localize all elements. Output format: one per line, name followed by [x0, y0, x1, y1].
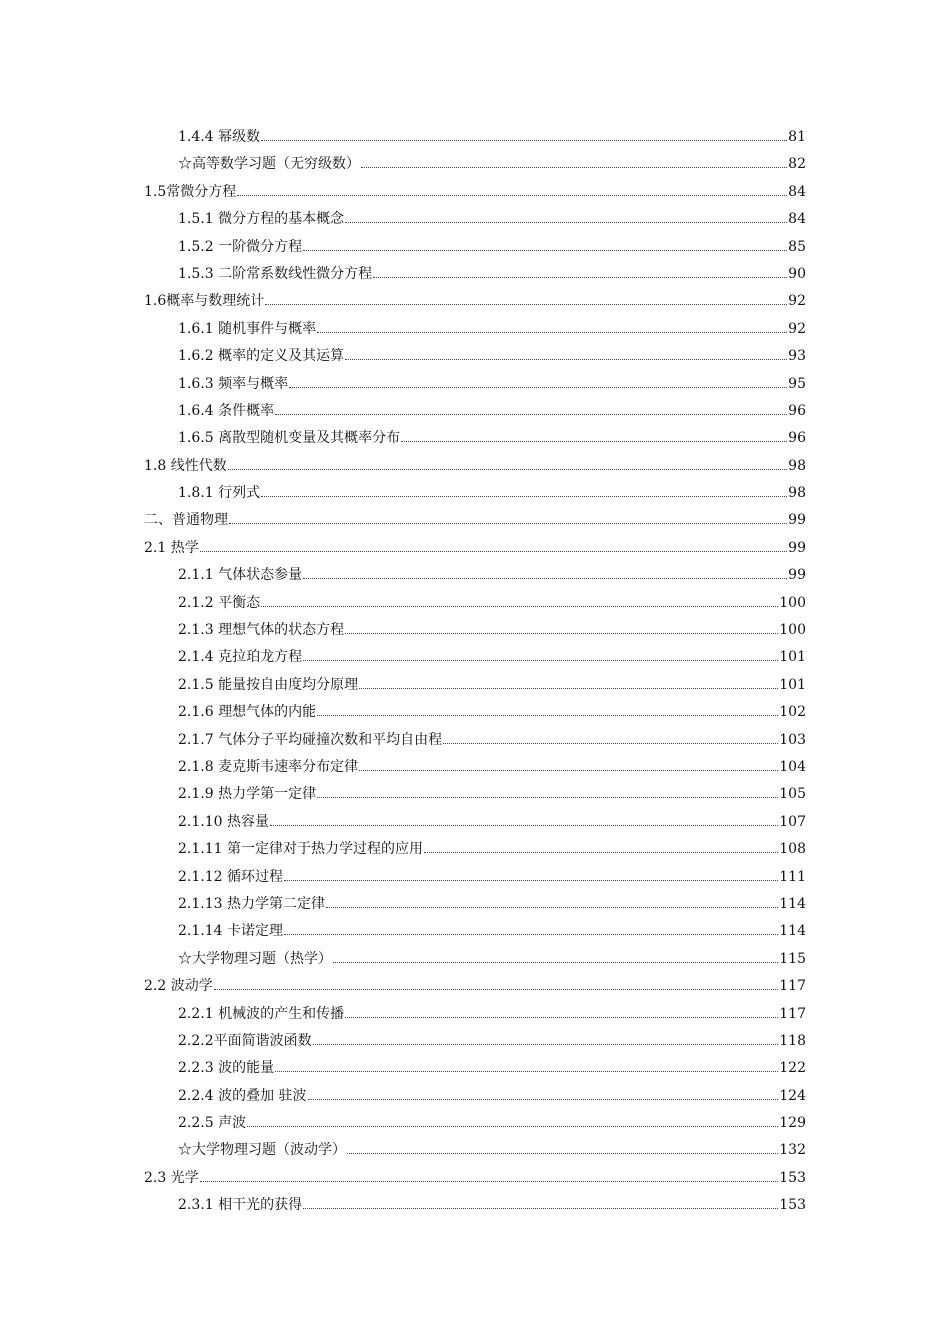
toc-entry-title: 2.1.10 热容量: [178, 813, 269, 830]
toc-entry[interactable]: [144, 781, 806, 808]
toc-entry-page-number: 102: [779, 704, 806, 721]
toc-entry[interactable]: [144, 151, 806, 178]
toc-entry[interactable]: [144, 288, 806, 315]
toc-entry[interactable]: [144, 617, 806, 644]
toc-entry-page-number: 99: [788, 567, 806, 584]
toc-entry-title: ☆高等数学习题（无穷级数）: [178, 156, 360, 173]
toc-entry-page-number: 96: [788, 430, 806, 447]
toc-entry-title: 2.1.8 麦克斯韦速率分布定律: [178, 758, 359, 775]
dot-leader: [237, 195, 787, 196]
toc-entry[interactable]: [144, 316, 806, 343]
toc-entry[interactable]: [144, 179, 806, 206]
toc-entry[interactable]: [144, 398, 806, 425]
dot-leader: [284, 934, 778, 935]
toc-entry-page-number: 85: [788, 238, 806, 255]
toc-entry[interactable]: [144, 535, 806, 562]
toc-entry-page-number: 115: [779, 950, 806, 967]
dot-leader: [443, 743, 778, 744]
toc-entry-page-number: 111: [779, 868, 806, 885]
dot-leader: [261, 140, 787, 141]
dot-leader: [345, 633, 778, 634]
toc-entry[interactable]: [144, 754, 806, 781]
dot-leader: [333, 962, 778, 963]
toc-entry[interactable]: [144, 1110, 806, 1137]
toc-entry-title: 1.6.3 频率与概率: [178, 375, 289, 392]
toc-entry[interactable]: [144, 371, 806, 398]
toc-entry-title: 2.2 波动学: [144, 978, 213, 995]
toc-entry-title: 1.8 线性代数: [144, 457, 227, 474]
dot-leader: [303, 578, 787, 579]
toc-entry-page-number: 103: [779, 731, 806, 748]
toc-entry-page-number: 118: [779, 1032, 806, 1049]
toc-entry-title: 2.1.7 气体分子平均碰撞次数和平均自由程: [178, 731, 443, 748]
toc-entry-page-number: 105: [779, 786, 806, 803]
toc-entry[interactable]: [144, 973, 806, 1000]
toc-entry-title: 1.6.5 离散型随机变量及其概率分布: [178, 430, 401, 447]
dot-leader: [289, 387, 787, 388]
toc-entry-title: 1.5.1 微分方程的基本概念: [178, 211, 345, 228]
table-of-contents: [144, 124, 806, 1220]
toc-entry-title: 2.1.11 第一定律对于热力学过程的应用: [178, 841, 423, 858]
toc-entry-page-number: 96: [788, 402, 806, 419]
toc-entry-page-number: 129: [779, 1115, 806, 1132]
toc-entry-page-number: 100: [779, 622, 806, 639]
toc-entry-title: 2.2.3 波的能量: [178, 1060, 275, 1077]
dot-leader: [326, 907, 778, 908]
toc-entry-title: 2.1.9 热力学第一定律: [178, 786, 317, 803]
dot-leader: [284, 880, 778, 881]
dot-leader: [303, 1208, 778, 1209]
dot-leader: [200, 1181, 779, 1182]
toc-entry-page-number: 153: [779, 1197, 806, 1214]
toc-entry[interactable]: [144, 124, 806, 151]
toc-entry[interactable]: [144, 343, 806, 370]
toc-entry-page-number: 98: [788, 457, 806, 474]
toc-entry[interactable]: [144, 562, 806, 589]
dot-leader: [228, 469, 787, 470]
toc-entry[interactable]: [144, 946, 806, 973]
toc-entry-page-number: 84: [788, 183, 806, 200]
toc-entry-title: 1.4.4 幂级数: [178, 129, 261, 145]
toc-entry-title: 1.6.1 随机事件与概率: [178, 320, 317, 337]
toc-entry-page-number: 93: [788, 348, 806, 365]
toc-entry[interactable]: [144, 699, 806, 726]
toc-entry[interactable]: [144, 918, 806, 945]
toc-entry[interactable]: [144, 1028, 806, 1055]
toc-entry-title: 2.3.1 相干光的获得: [178, 1197, 303, 1214]
toc-entry-page-number: 101: [779, 676, 806, 693]
toc-entry[interactable]: [144, 1192, 806, 1219]
toc-entry[interactable]: [144, 809, 806, 836]
dot-leader: [229, 523, 787, 524]
toc-entry-page-number: 98: [788, 485, 806, 502]
toc-entry-page-number: 90: [788, 265, 806, 282]
dot-leader: [317, 332, 787, 333]
dot-leader: [247, 1126, 778, 1127]
toc-entry-title: ☆大学物理习题（热学）: [178, 950, 332, 967]
toc-entry[interactable]: [144, 507, 806, 534]
toc-entry[interactable]: [144, 891, 806, 918]
dot-leader: [308, 1099, 779, 1100]
dot-leader: [214, 989, 779, 990]
toc-entry[interactable]: [144, 1165, 806, 1192]
toc-entry-page-number: 95: [788, 375, 806, 392]
toc-entry[interactable]: [144, 453, 806, 480]
toc-entry-page-number: 92: [788, 320, 806, 337]
dot-leader: [303, 250, 787, 251]
toc-entry-title: 2.1.3 理想气体的状态方程: [178, 622, 345, 639]
toc-entry-page-number: 100: [779, 594, 806, 611]
toc-entry-page-number: 117: [779, 978, 806, 995]
toc-entry-title: 1.6.2 概率的定义及其运算: [178, 348, 345, 365]
dot-leader: [345, 359, 787, 360]
toc-entry-title: 2.1.6 理想气体的内能: [178, 704, 317, 721]
toc-entry[interactable]: [144, 1055, 806, 1082]
dot-leader: [359, 688, 778, 689]
dot-leader: [373, 277, 787, 278]
dot-leader: [261, 606, 778, 607]
toc-entry-title: 1.6概率与数理统计: [144, 293, 265, 310]
dot-leader: [200, 551, 787, 552]
dot-leader: [345, 222, 787, 223]
toc-entry[interactable]: [144, 234, 806, 261]
toc-entry-page-number: 108: [779, 841, 806, 858]
toc-entry[interactable]: [144, 480, 806, 507]
toc-entry-title: 2.2.1 机械波的产生和传播: [178, 1005, 345, 1022]
toc-entry[interactable]: [144, 1083, 806, 1110]
toc-entry[interactable]: [144, 672, 806, 699]
toc-entry-page-number: 81: [788, 129, 806, 145]
toc-entry-page-number: 132: [779, 1142, 806, 1159]
dot-leader: [261, 496, 787, 497]
toc-entry[interactable]: [144, 1001, 806, 1028]
toc-entry-page-number: 104: [779, 758, 806, 775]
toc-entry-page-number: 114: [779, 923, 806, 940]
toc-entry-page-number: 117: [779, 1005, 806, 1022]
toc-entry-page-number: 153: [779, 1169, 806, 1186]
dot-leader: [270, 825, 778, 826]
toc-entry-page-number: 82: [788, 156, 806, 173]
toc-entry-title: ☆大学物理习题（波动学）: [178, 1142, 346, 1159]
toc-entry-page-number: 92: [788, 293, 806, 310]
toc-entry-title: 1.6.4 条件概率: [178, 402, 275, 419]
toc-entry-title: 2.1.2 平衡态: [178, 594, 261, 611]
toc-entry-title: 2.2.2平面简谐波函数: [178, 1032, 312, 1049]
toc-entry[interactable]: [144, 864, 806, 891]
toc-entry-page-number: 99: [788, 512, 806, 529]
toc-entry-title: 2.1 热学: [144, 539, 199, 556]
toc-entry-page-number: 107: [779, 813, 806, 830]
toc-entry-title: 2.1.1 气体状态参量: [178, 567, 303, 584]
toc-entry[interactable]: [144, 425, 806, 452]
dot-leader: [424, 852, 778, 853]
dot-leader: [345, 1017, 778, 1018]
toc-entry-title: 2.3 光学: [144, 1169, 199, 1186]
dot-leader: [303, 660, 778, 661]
toc-entry-title: 2.1.5 能量按自由度均分原理: [178, 676, 359, 693]
toc-entry[interactable]: [144, 261, 806, 288]
toc-entry[interactable]: [144, 206, 806, 233]
toc-entry-title: 2.1.13 热力学第二定律: [178, 895, 325, 912]
dot-leader: [313, 1044, 779, 1045]
toc-entry-page-number: 99: [788, 539, 806, 556]
toc-entry-page-number: 101: [779, 649, 806, 666]
toc-entry[interactable]: [144, 590, 806, 617]
toc-entry-title: 2.1.12 循环过程: [178, 868, 283, 885]
toc-entry-title: 2.2.4 波的叠加 驻波: [178, 1087, 307, 1104]
toc-entry-title: 1.5常微分方程: [144, 183, 237, 200]
toc-entry[interactable]: [144, 836, 806, 863]
dot-leader: [265, 304, 787, 305]
toc-entry-page-number: 114: [779, 895, 806, 912]
toc-entry[interactable]: [144, 727, 806, 754]
toc-entry-title: 1.5.2 一阶微分方程: [178, 238, 303, 255]
toc-entry-title: 1.8.1 行列式: [178, 485, 261, 502]
toc-entry-title: 2.1.14 卡诺定理: [178, 923, 283, 940]
dot-leader: [401, 441, 787, 442]
toc-entry-title: 2.2.5 声波: [178, 1115, 247, 1132]
dot-leader: [317, 715, 778, 716]
toc-entry[interactable]: [144, 644, 806, 671]
toc-entry-title: 二、普通物理: [144, 512, 228, 529]
toc-entry[interactable]: [144, 1137, 806, 1164]
toc-entry-page-number: 124: [779, 1087, 806, 1104]
dot-leader: [275, 414, 787, 415]
dot-leader: [359, 770, 778, 771]
toc-entry-page-number: 84: [788, 211, 806, 228]
toc-entry-page-number: 122: [779, 1060, 806, 1077]
dot-leader: [317, 797, 778, 798]
toc-entry-title: 2.1.4 克拉珀龙方程: [178, 649, 303, 666]
toc-entry-title: 1.5.3 二阶常系数线性微分方程: [178, 265, 373, 282]
dot-leader: [347, 1153, 778, 1154]
dot-leader: [275, 1071, 778, 1072]
dot-leader: [361, 167, 787, 168]
